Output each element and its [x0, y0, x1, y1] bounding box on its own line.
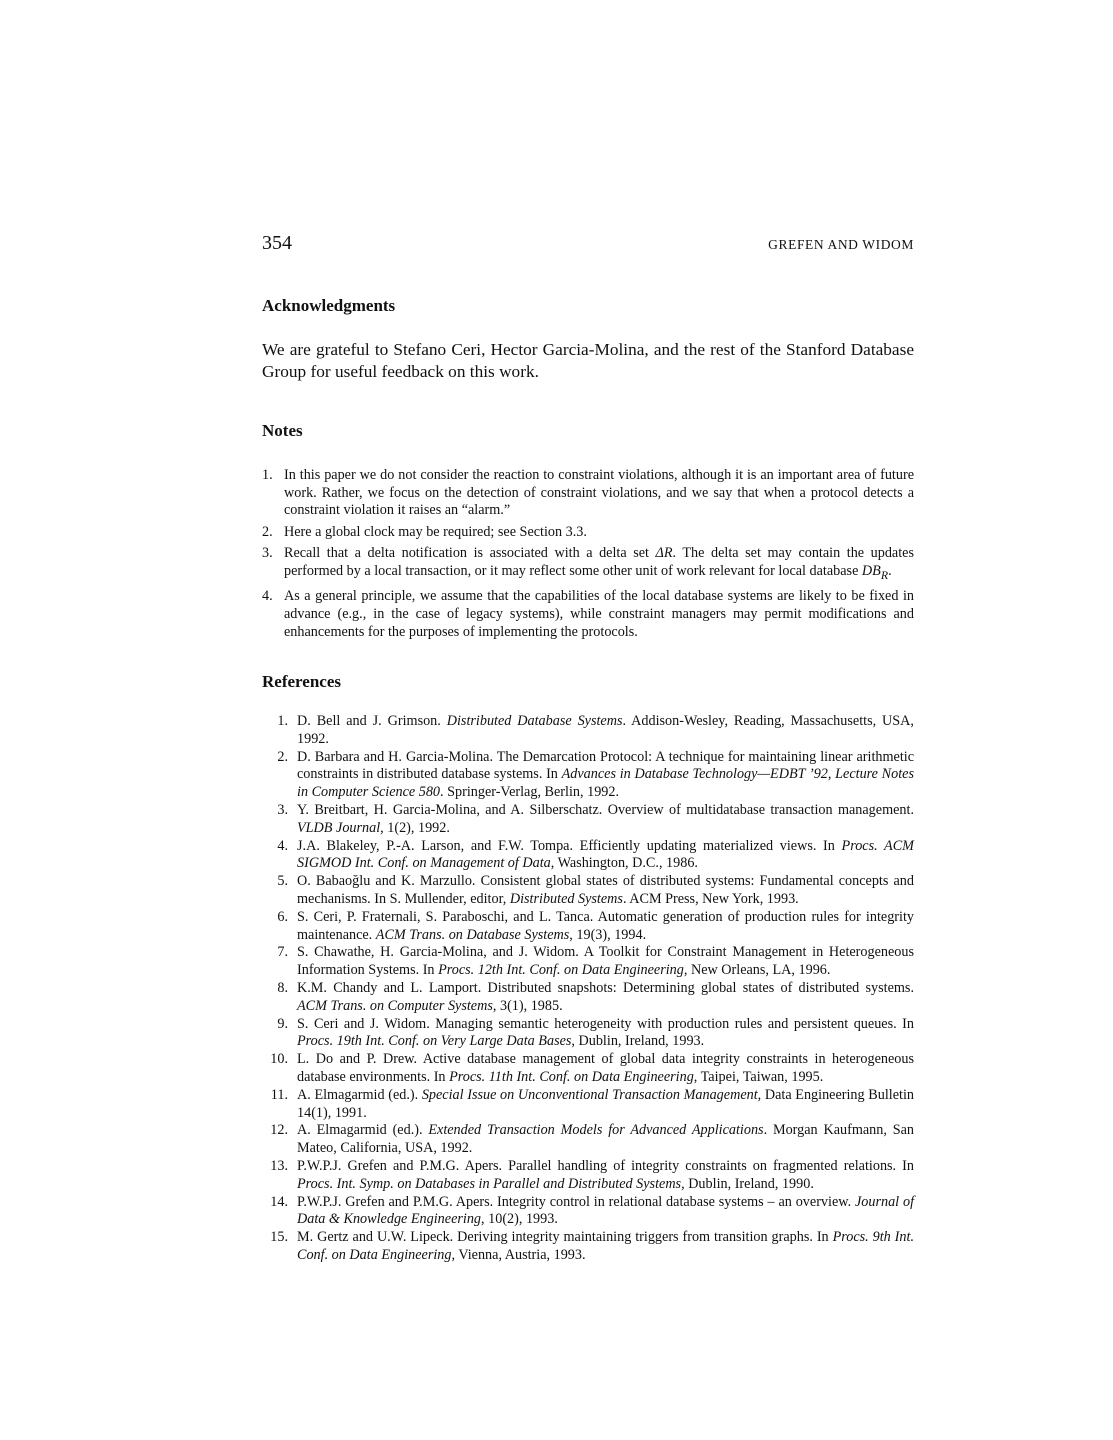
reference-text: M. Gertz and U.W. Lipeck. Deriving integrity maintaining triggers from transition graphs. In — [297, 1229, 833, 1246]
reference-number: 9. — [277, 1015, 288, 1032]
reference-number: 3. — [277, 801, 288, 818]
reference-title: Procs. 11th Int. Conf. on Data Engineering — [449, 1068, 694, 1085]
reference-text: D. Barbara and H. Garcia-Molina. The Demarcation Protocol: A technique for maintaining linear arithmetic constraints in distributed database systems. In — [297, 748, 914, 783]
reference-item — [262, 749, 914, 802]
reference-number: 5. — [277, 873, 288, 890]
reference-text: , Taipei, Taiwan, 1995. — [693, 1068, 824, 1085]
note-text: . — [888, 562, 892, 579]
note-number: 1. — [262, 467, 273, 483]
reference-number: 12. — [270, 1122, 288, 1139]
reference-text: , 19(3), 1994. — [569, 926, 647, 943]
reference-text: S. Ceri and J. Widom. Managing semantic heterogeneity with production rules and persistent queues. In — [297, 1015, 914, 1032]
reference-text: , Dublin, Ireland, 1993. — [571, 1033, 705, 1050]
reference-text: S. Chawathe, H. Garcia-Molina, and J. Widom. A Toolkit for Constraint Management in Heterogeneous Information Systems. In — [297, 944, 914, 979]
reference-text: . ACM Press, New York, 1993. — [622, 890, 799, 907]
running-head: GREFEN AND WIDOM — [768, 237, 914, 252]
reference-title: VLDB Journal — [297, 819, 381, 836]
note-text: As a general principle, we assume that the capabilities of the local database systems are likely to be fixed in advance (e.g., in the case of legacy systems), while constraint managers may permit modifications and enhancements for the purposes of implementing the protocols. — [284, 588, 914, 640]
page-header — [262, 232, 914, 258]
reference-text: A. Elmagarmid (ed.). — [297, 1122, 429, 1139]
reference-text: D. Bell and J. Grimson. — [297, 713, 447, 729]
reference-number: 2. — [277, 748, 288, 765]
page-number: 354 — [262, 232, 292, 254]
note-text: Here a global clock may be required; see Section 3.3. — [284, 523, 587, 540]
note-text: In this paper we do not consider the reaction to constraint violations, although it is an important area of future work. Rather, we focus on the detection of constraint violations, and we say that when a protocol detects a constraint violation it raises an “alarm.” — [284, 467, 914, 519]
reference-number: 15. — [270, 1229, 288, 1246]
reference-number: 14. — [270, 1193, 288, 1210]
acknowledgments-text: We are grateful to Stefano Ceri, Hector Garcia-Molina, and the rest of the Stanford Database Group for useful feedback on this work. — [262, 340, 914, 381]
reference-item — [262, 1087, 914, 1123]
reference-item — [262, 944, 914, 980]
reference-title: Special Issue on Unconventional Transaction Management, — [421, 1086, 762, 1103]
reference-text: J.A. Blakeley, P.-A. Larson, and F.W. Tompa. Efficiently updating materialized views. In — [297, 837, 842, 854]
reference-text: O. Babaoğlu and K. Marzullo. Consistent global states of distributed systems: Fundamental concepts and mechanisms. In S. Mullender, editor, — [297, 873, 914, 907]
reference-number: 11. — [270, 1086, 288, 1103]
reference-title: Advances in Database Technology—EDBT ’92, Lecture Notes in Computer Science 580 — [297, 766, 914, 801]
references-list — [262, 713, 914, 1265]
reference-item — [262, 980, 914, 1016]
reference-number: 6. — [277, 908, 288, 925]
reference-item — [262, 838, 914, 874]
reference-text: , 3(1), 1985. — [492, 997, 563, 1014]
math-delta-r: ΔR — [655, 545, 673, 562]
reference-text: Data Engineering Bulletin 14(1), 1991. — [297, 1086, 914, 1121]
reference-text: , New Orleans, LA, 1996. — [683, 962, 831, 979]
reference-number: 8. — [277, 979, 288, 996]
reference-title: ACM Trans. on Database Systems — [375, 926, 570, 943]
note-text: . The delta set may contain the updates performed by a local transaction, or it may reflect some other unit of work relevant for local database — [284, 545, 914, 579]
reference-item — [262, 1229, 914, 1265]
reference-item — [262, 713, 914, 749]
reference-title: Journal of Data & Knowledge Engineering — [297, 1193, 915, 1228]
reference-item — [262, 1122, 914, 1158]
note-number: 2. — [262, 523, 273, 540]
reference-title: ACM Trans. on Computer Systems — [297, 997, 493, 1014]
reference-title: Distributed Systems — [509, 890, 623, 907]
note-text: Recall that a delta notification is associated with a delta set — [284, 545, 656, 562]
reference-title: Procs. 12th Int. Conf. on Data Engineering — [438, 962, 684, 979]
math-subscript: R — [880, 567, 889, 582]
reference-text: P.W.P.J. Grefen and P.M.G. Apers. Integrity control in relational database systems – an overview. — [297, 1193, 855, 1210]
reference-title: Extended Transaction Models for Advanced Applications — [428, 1122, 764, 1139]
reference-item — [262, 1016, 914, 1052]
reference-number: 10. — [270, 1051, 288, 1068]
note-number: 4. — [262, 588, 273, 605]
note-item — [262, 524, 914, 542]
references-heading: References — [262, 672, 341, 691]
notes-list — [262, 467, 914, 645]
reference-title: Procs. 9th Int. Conf. on Data Engineering — [297, 1229, 914, 1263]
reference-text: , 10(2), 1993. — [481, 1211, 558, 1228]
reference-item — [262, 873, 914, 909]
reference-text: , Vienna, Austria, 1993. — [451, 1246, 586, 1263]
reference-title: Procs. ACM SIGMOD Int. Conf. on Management of Data — [297, 837, 914, 872]
acknowledgments-heading: Acknowledgments — [262, 296, 396, 315]
reference-title: Procs. Int. Symp. on Databases in Parallel and Distributed Systems — [297, 1175, 682, 1192]
reference-text: . Springer-Verlag, Berlin, 1992. — [440, 784, 620, 801]
note-item — [262, 545, 914, 584]
reference-title: Distributed Database Systems — [446, 713, 623, 729]
reference-number: 7. — [277, 944, 288, 961]
reference-number: 13. — [270, 1157, 288, 1174]
reference-text: , 1(2), 1992. — [380, 819, 450, 836]
reference-text: , Dublin, Ireland, 1990. — [681, 1175, 814, 1192]
reference-text: , Washington, D.C., 1986. — [550, 855, 698, 872]
note-number: 3. — [262, 545, 273, 562]
reference-number: 1. — [277, 713, 288, 729]
note-item — [262, 467, 914, 520]
reference-title: Procs. 19th Int. Conf. on Very Large Data Bases — [297, 1033, 572, 1050]
reference-text: A. Elmagarmid (ed.). — [297, 1086, 422, 1103]
reference-text: . Addison-Wesley, Reading, Massachusetts, USA, 1992. — [297, 713, 914, 747]
note-item — [262, 588, 914, 641]
reference-item — [262, 909, 914, 945]
reference-text: . Morgan Kaufmann, San Mateo, California, USA, 1992. — [297, 1122, 914, 1157]
math-db: DB — [861, 562, 881, 579]
reference-item — [262, 1051, 914, 1087]
reference-item — [262, 1194, 914, 1230]
reference-text: P.W.P.J. Grefen and P.M.G. Apers. Parallel handling of integrity constraints on fragmented relations. In — [297, 1157, 914, 1174]
reference-text: K.M. Chandy and L. Lamport. Distributed snapshots: Determining global states of distributed systems. — [297, 979, 914, 996]
reference-text: S. Ceri, P. Fraternali, S. Paraboschi, and L. Tanca. Automatic generation of production rules for integrity maintenance. — [297, 908, 914, 943]
notes-heading: Notes — [262, 421, 303, 440]
reference-item — [262, 802, 914, 838]
reference-text: L. Do and P. Drew. Active database management of global data integrity constraints in heterogeneous database environments. In — [297, 1051, 914, 1085]
reference-number: 4. — [277, 837, 288, 854]
reference-text: Y. Breitbart, H. Garcia-Molina, and A. Silberschatz. Overview of multidatabase transaction management. — [297, 801, 914, 818]
reference-item — [262, 1158, 914, 1194]
